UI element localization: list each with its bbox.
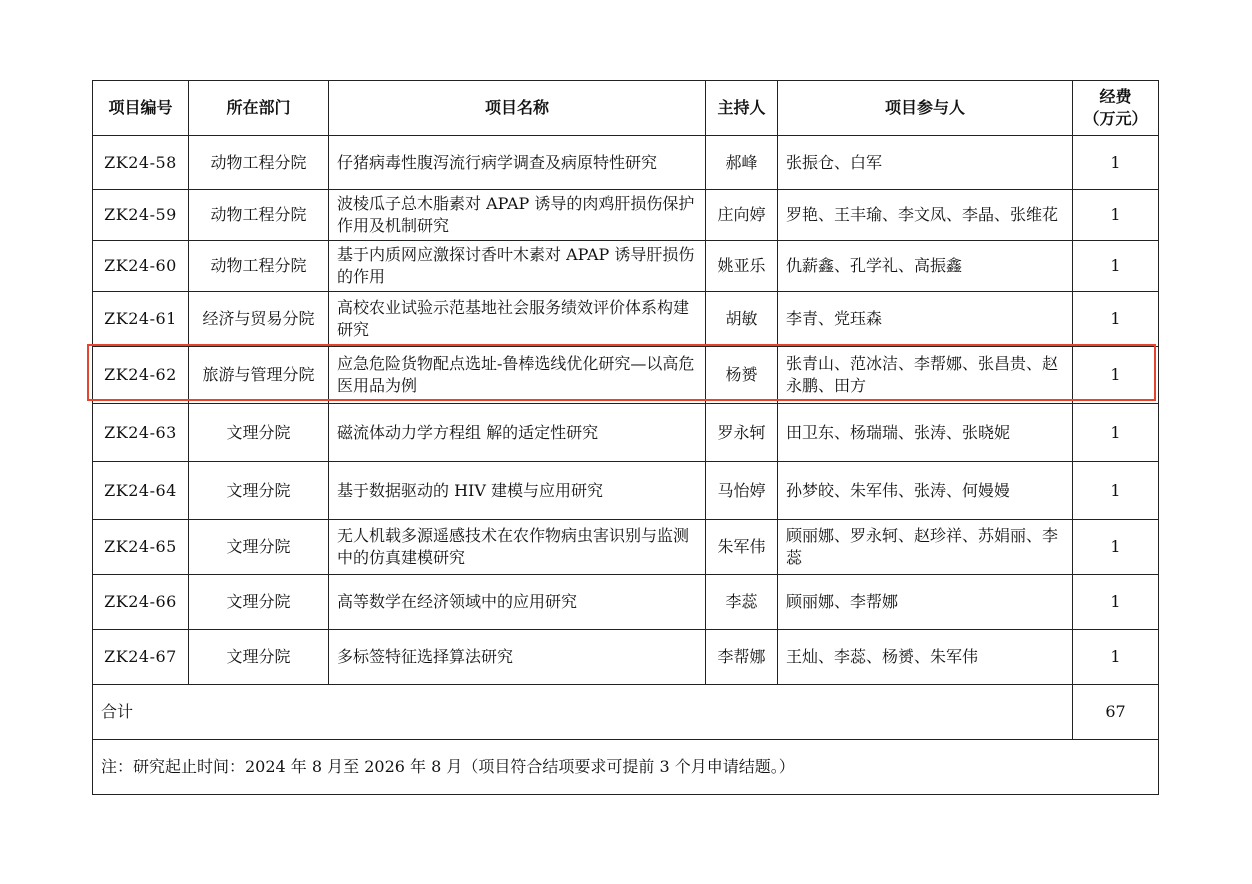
- cell-members: 田卫东、杨瑞瑞、张涛、张晓妮: [778, 404, 1073, 462]
- cell-host: 郝峰: [706, 136, 778, 190]
- table-row: [93, 241, 1159, 292]
- cell-host: 李帮娜: [706, 630, 778, 685]
- cell-dept: 文理分院: [189, 462, 329, 520]
- cell-fund: 1: [1073, 241, 1159, 292]
- table-row: [93, 136, 1159, 190]
- cell-members: 孙梦皎、朱军伟、张涛、何嫚嫚: [778, 462, 1073, 520]
- table-row: [93, 462, 1159, 520]
- cell-host: 杨赟: [706, 347, 778, 404]
- cell-fund: 1: [1073, 630, 1159, 685]
- header-host: 主持人: [706, 81, 778, 136]
- cell-code: ZK24-65: [93, 520, 189, 575]
- cell-host: 胡敏: [706, 292, 778, 347]
- header-fund: [1073, 81, 1159, 136]
- cell-host: 姚亚乐: [706, 241, 778, 292]
- cell-code: ZK24-59: [93, 190, 189, 241]
- note-row: [93, 740, 1159, 795]
- header-fund-line1: 经费: [1099, 87, 1132, 106]
- cell-name: 应急危险货物配点选址-鲁棒选线优化研究—以高危医用品为例: [329, 347, 706, 404]
- header-members: 项目参与人: [778, 81, 1073, 136]
- cell-code: ZK24-61: [93, 292, 189, 347]
- cell-fund: 1: [1073, 190, 1159, 241]
- note-text: 注：研究起止时间：2024 年 8 月至 2026 年 8 月（项目符合结项要求可提前 3 个月申请结题。）: [93, 740, 1159, 795]
- header-code: 项目编号: [93, 81, 189, 136]
- cell-dept: 动物工程分院: [189, 241, 329, 292]
- cell-members: 李青、党珏森: [778, 292, 1073, 347]
- cell-name: 高校农业试验示范基地社会服务绩效评价体系构建研究: [329, 292, 706, 347]
- cell-members: 罗艳、王丰瑜、李文凤、李晶、张维花: [778, 190, 1073, 241]
- project-table: [92, 80, 1159, 795]
- cell-code: ZK24-62: [93, 347, 189, 404]
- table-row: [93, 630, 1159, 685]
- cell-dept: 文理分院: [189, 404, 329, 462]
- cell-dept: 经济与贸易分院: [189, 292, 329, 347]
- cell-host: 李蕊: [706, 575, 778, 630]
- cell-dept: 动物工程分院: [189, 136, 329, 190]
- cell-code: ZK24-63: [93, 404, 189, 462]
- cell-name: 基于数据驱动的 HIV 建模与应用研究: [329, 462, 706, 520]
- cell-fund: 1: [1073, 575, 1159, 630]
- cell-code: ZK24-66: [93, 575, 189, 630]
- table-row: [93, 292, 1159, 347]
- table-row: [93, 190, 1159, 241]
- cell-members: 仇薪鑫、孔学礼、高振鑫: [778, 241, 1073, 292]
- table-row: [93, 404, 1159, 462]
- total-value: 67: [1073, 685, 1159, 740]
- cell-code: ZK24-67: [93, 630, 189, 685]
- cell-dept: 动物工程分院: [189, 190, 329, 241]
- cell-fund: 1: [1073, 462, 1159, 520]
- table-header-row: [93, 81, 1159, 136]
- cell-dept: 文理分院: [189, 575, 329, 630]
- header-name: 项目名称: [329, 81, 706, 136]
- cell-fund: 1: [1073, 136, 1159, 190]
- cell-fund: 1: [1073, 404, 1159, 462]
- cell-code: ZK24-60: [93, 241, 189, 292]
- total-row: [93, 685, 1159, 740]
- cell-dept: 文理分院: [189, 630, 329, 685]
- cell-members: 顾丽娜、李帮娜: [778, 575, 1073, 630]
- cell-name: 波棱瓜子总木脂素对 APAP 诱导的肉鸡肝损伤保护作用及机制研究: [329, 190, 706, 241]
- cell-members: 顾丽娜、罗永轲、赵珍祥、苏娟丽、李蕊: [778, 520, 1073, 575]
- cell-fund: 1: [1073, 292, 1159, 347]
- cell-dept: 旅游与管理分院: [189, 347, 329, 404]
- table-row: [93, 520, 1159, 575]
- cell-code: ZK24-64: [93, 462, 189, 520]
- cell-host: 罗永轲: [706, 404, 778, 462]
- cell-host: 马怡婷: [706, 462, 778, 520]
- cell-name: 多标签特征选择算法研究: [329, 630, 706, 685]
- table-row-highlighted: [93, 347, 1159, 404]
- header-dept: 所在部门: [189, 81, 329, 136]
- cell-members: 王灿、李蕊、杨赟、朱军伟: [778, 630, 1073, 685]
- cell-fund: 1: [1073, 347, 1159, 404]
- cell-host: 朱军伟: [706, 520, 778, 575]
- cell-name: 基于内质网应激探讨香叶木素对 APAP 诱导肝损伤的作用: [329, 241, 706, 292]
- cell-name: 仔猪病毒性腹泻流行病学调查及病原特性研究: [329, 136, 706, 190]
- cell-dept: 文理分院: [189, 520, 329, 575]
- total-label: 合计: [93, 685, 1073, 740]
- cell-code: ZK24-58: [93, 136, 189, 190]
- cell-fund: 1: [1073, 520, 1159, 575]
- cell-name: 高等数学在经济领域中的应用研究: [329, 575, 706, 630]
- header-fund-line2: （万元）: [1083, 109, 1148, 128]
- cell-members: 张振仓、白军: [778, 136, 1073, 190]
- table-row: [93, 575, 1159, 630]
- cell-name: 无人机载多源遥感技术在农作物病虫害识别与监测中的仿真建模研究: [329, 520, 706, 575]
- cell-name: 磁流体动力学方程组 解的适定性研究: [329, 404, 706, 462]
- cell-members: 张青山、范冰洁、李帮娜、张昌贵、赵永鹏、田方: [778, 347, 1073, 404]
- cell-host: 庄向婷: [706, 190, 778, 241]
